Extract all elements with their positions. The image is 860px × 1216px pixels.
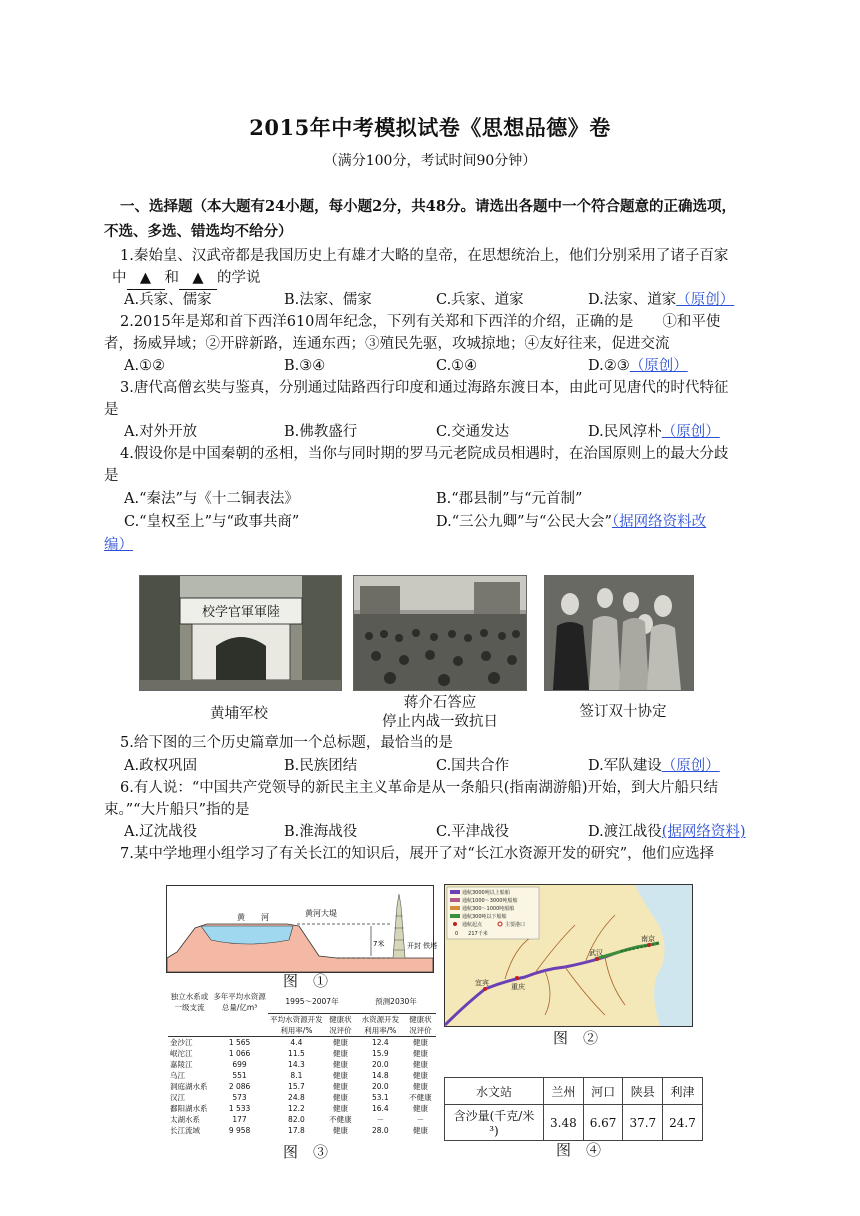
q1-blank-1: ▲: [127, 267, 165, 290]
q6-stem-1: 6.有人说：“中国共产党领导的新民主主义革命是从一条船只(指南湖游船)开始，到大片船只结: [120, 780, 719, 796]
photo-3-caption: 签订双十协定: [579, 704, 667, 720]
q5-option-a: A.政权巩固: [124, 758, 198, 774]
fig4-header-hekou: 河口: [583, 1078, 623, 1105]
fig3-table-row: [168, 1059, 436, 1070]
q5-option-b: B.民族团结: [284, 758, 358, 774]
group-portrait-image: [545, 576, 693, 690]
fig2-city-chongqing: 重庆: [511, 983, 525, 991]
section-heading-line2: 不选、多选、错选均不给分）: [104, 223, 293, 240]
fig3-cell: 1 066: [228, 1048, 251, 1058]
fig3-cell: 健康: [412, 1081, 428, 1091]
fig3-cell: 健康: [412, 1103, 428, 1113]
fig3-cell: 健康: [412, 1048, 428, 1058]
fig3-cell: 9 958: [228, 1125, 251, 1135]
fig4-header-shanxian: 陕县: [623, 1078, 663, 1105]
fig3-cell: 健康: [332, 1070, 348, 1080]
fig3-table-row: [168, 1114, 436, 1125]
fig3-cell: 洞庭湖水系: [170, 1081, 208, 1091]
crowd-image: [354, 576, 526, 690]
q1-option-a: A.兵家、儒家: [124, 292, 212, 308]
q4-source-1[interactable]: （据网络资料改: [611, 514, 707, 530]
fig3-cell: 53.1: [371, 1092, 389, 1102]
fig1-river-label: 黄 河: [237, 913, 269, 922]
fig3-cell: 太湖水系: [170, 1114, 200, 1124]
figure-3-label: 图 ③: [283, 1143, 329, 1161]
q3-option-d-text: D.民风淳朴: [588, 424, 662, 440]
fig3-cell: 健康: [332, 1037, 348, 1047]
q2-option-d-text: D.②③: [588, 358, 630, 374]
photo-1-caption: 黄埔军校: [210, 706, 268, 722]
fig3-table-row: [168, 1036, 436, 1048]
q2-stem-1: 2.2015年是郑和首下西洋610周年纪念，下列有关郑和下西洋的介绍，正确的是 ①和平使: [120, 314, 721, 330]
q1-post: 的学说: [217, 270, 261, 286]
q2-option-d: [588, 355, 688, 377]
fig3-cell: 长江流域: [170, 1125, 200, 1135]
q5-source[interactable]: （原创）: [661, 758, 720, 774]
fig3-table-row: [168, 1081, 436, 1092]
yellow-river-cross-section: [167, 886, 438, 972]
fig3-table-row: [168, 1125, 436, 1136]
fig3-table-row: [168, 1048, 436, 1059]
fig3-cell: 24.8: [288, 1092, 305, 1102]
fig4-value-lijin: 24.7: [663, 1105, 703, 1141]
fig2-legend-3: 通航300～1000吨船舶: [462, 906, 515, 912]
fig3-cell: 699: [232, 1059, 247, 1069]
fig3-cell: 2 086: [228, 1081, 251, 1091]
fig3-cell: 岷沱江: [170, 1048, 193, 1058]
q3-option-c: C.交通发达: [436, 424, 510, 440]
photo-xian-incident: [353, 575, 527, 691]
q4-stem-2: 是: [104, 468, 119, 484]
q3-option-d: [588, 421, 720, 443]
fig2-scale: 0 217千米: [455, 931, 488, 937]
fig2-legend-5: 通航起点: [462, 922, 483, 928]
photo-2-caption-line2: 停止内战一致抗日: [382, 714, 498, 730]
q1-mid: 和: [164, 270, 179, 286]
q4-option-b: B.“郡县制”与“元首制”: [436, 491, 583, 507]
q6-option-b: B.淮海战役: [284, 824, 358, 840]
q4-option-d: [436, 511, 706, 533]
fig3-cell: 16.4: [371, 1103, 389, 1113]
fig3-cell: 17.8: [288, 1125, 305, 1135]
fig3-cell: 177: [232, 1114, 247, 1124]
fig3-table-row: [168, 1092, 436, 1103]
fig3-table-row: [168, 1070, 436, 1081]
q2-option-b: B.③④: [284, 358, 326, 374]
figure-1-label: 图 ①: [283, 972, 329, 990]
q5-option-d-text: D.军队建设: [588, 758, 662, 774]
fig3-h2-5: 健康状况评价: [405, 1013, 436, 1036]
fig3-h1-1: 多年平均水资源总量/亿m³: [213, 992, 266, 1012]
q1-option-c: C.兵家、道家: [436, 292, 524, 308]
fig3-cell: 12.4: [371, 1037, 389, 1047]
fig4-value-lanzhou: 3.48: [544, 1105, 584, 1141]
fig3-h2-3: 健康状况评价: [325, 1013, 356, 1036]
q3-option-a: A.对外开放: [124, 424, 198, 440]
fig3-cell: 8.1: [290, 1070, 303, 1080]
fig3-cell: 健康: [412, 1059, 428, 1069]
figure-4-label: 图 ④: [556, 1141, 602, 1159]
q2-option-c: C.①④: [436, 358, 478, 374]
fig3-cell: 12.2: [288, 1103, 305, 1113]
fig2-city-nanjing: 南京: [641, 935, 655, 943]
fig4-value-shanxian: 37.7: [623, 1105, 663, 1141]
q3-option-b: B.佛教盛行: [284, 424, 358, 440]
q2-source[interactable]: （原创）: [629, 358, 688, 374]
fig3-cell: 15.9: [371, 1048, 389, 1058]
fig3-cell: 11.5: [288, 1048, 305, 1058]
fig3-cell: 551: [232, 1070, 247, 1080]
fig3-h1-0: 独立水系或一级支流: [170, 992, 209, 1012]
fig3-cell: －: [376, 1114, 385, 1124]
fig3-cell: 健康: [412, 1125, 428, 1135]
whampoa-gate-image: [140, 576, 341, 690]
q6-option-c: C.平津战役: [436, 824, 510, 840]
fig3-cell: 573: [232, 1092, 247, 1102]
fig3-cell: 4.4: [290, 1037, 303, 1047]
q4-source-2[interactable]: 编）: [104, 537, 133, 553]
q6-option-d: [588, 821, 746, 843]
q1-option-d-text: D.法家、道家: [588, 292, 677, 308]
fig3-cell: 嘉陵江: [170, 1059, 193, 1069]
fig3-h1-2: 1995～2007年: [268, 991, 356, 1013]
fig2-legend-1: 通航3000吨以上船舶: [462, 890, 510, 896]
q6-stem-2: 束。”“大片船只”指的是: [104, 802, 250, 818]
fig3-cell: 鄱阳湖水系: [170, 1103, 208, 1113]
q6-source[interactable]: (据网络资料): [661, 824, 746, 840]
whampoa-sign-text: 校学官軍軍陸: [201, 605, 281, 620]
q6-option-a: A.辽沈战役: [124, 824, 198, 840]
fig3-cell: －: [416, 1114, 425, 1124]
fig3-table-body: [168, 1036, 436, 1136]
q1-stem: 1.秦始皇、汉武帝都是我国历史上有雄才大略的皇帝，在思想统治上，他们分别采用了诸子百家: [120, 248, 729, 264]
fig3-h1-4: 预测2030年: [356, 991, 436, 1013]
q1-blank-2: ▲: [179, 267, 217, 290]
fig3-cell: 20.0: [371, 1059, 389, 1069]
q3-stem-1: 3.唐代高僧玄奘与鉴真，分别通过陆路西行印度和通过海路东渡日本，由此可见唐代的时代特征: [120, 380, 729, 396]
q6-option-d-text: D.渡江战役: [588, 824, 662, 840]
q2-stem-2: 者，扬威异域；②开辟新路，连通东西；③殖民先驱，攻城掠地；④友好往来，促进交流: [104, 336, 670, 352]
q5-option-c: C.国共合作: [436, 758, 510, 774]
photo-whampoa-academy: [139, 575, 342, 691]
figure-3-table-wrap: [168, 991, 436, 1136]
q5-option-d: [588, 755, 720, 777]
fig3-cell: 1 565: [228, 1037, 251, 1047]
fig3-cell: 健康: [412, 1070, 428, 1080]
fig3-cell: 健康: [412, 1037, 428, 1047]
fig3-cell: 14.3: [288, 1059, 305, 1069]
fig3-cell: 14.8: [371, 1070, 389, 1080]
section-heading-line1: 一、选择题（本大题有24小题，每小题2分，共48分。请选出各题中一个符合题意的正确选项，: [120, 198, 736, 215]
fig3-cell: 健康: [332, 1125, 348, 1135]
fig3-cell: 健康: [332, 1081, 348, 1091]
q1-option-d: [588, 289, 734, 311]
figure-1-diagram: [166, 885, 438, 973]
figure-2-map: [444, 884, 693, 1027]
figure-2-label: 图 ②: [553, 1029, 599, 1047]
photo-2-caption-line1: 蒋介石答应: [403, 695, 477, 711]
fig4-header-station: 水文站: [445, 1078, 544, 1105]
q3-source[interactable]: （原创）: [661, 424, 720, 440]
fig2-city-yibin: 宜宾: [475, 979, 489, 987]
q1-stem-tail: [112, 267, 772, 290]
fig2-city-wuhan: 武汉: [589, 949, 603, 957]
fig2-legend-6: 主要港口: [505, 922, 526, 928]
figure-3-table: [168, 991, 436, 1136]
q3-stem-2: 是: [104, 402, 119, 418]
fig1-city-label: 开封 铁塔: [407, 942, 438, 950]
fig3-h2-4: 水资源开发利用率/%: [356, 1013, 405, 1036]
fig3-cell: 乌江: [170, 1070, 185, 1080]
q1-option-b: B.法家、儒家: [284, 292, 372, 308]
fig2-legend-4: 通航300吨以下船舶: [462, 914, 507, 920]
fig4-header-lijin: 利津: [663, 1078, 703, 1105]
figure-4-table-wrap: [444, 1077, 703, 1141]
fig3-cell: 不健康: [409, 1092, 432, 1102]
fig4-row-label: 含沙量(千克/米³): [445, 1105, 544, 1141]
q2-option-a: A.①②: [124, 358, 166, 374]
fig2-legend-2: 通航1000～3000吨船舶: [462, 898, 518, 904]
yangtze-map: [445, 885, 692, 1026]
fig3-cell: 健康: [332, 1103, 348, 1113]
q4-stem-1: 4.假设你是中国秦朝的丞相，当你与同时期的罗马元老院成员相遇时，在治国原则上的最大分歧: [120, 446, 729, 462]
q1-pre: 中: [112, 270, 127, 286]
fig3-cell: 不健康: [329, 1114, 352, 1124]
fig3-cell: 28.0: [371, 1125, 389, 1135]
fig3-cell: 健康: [332, 1092, 348, 1102]
q1-source[interactable]: （原创）: [676, 292, 735, 308]
fig3-table-row: [168, 1103, 436, 1114]
fig3-cell: 金沙江: [170, 1037, 193, 1047]
fig3-cell: 1 533: [228, 1103, 251, 1113]
fig3-cell: 20.0: [371, 1081, 389, 1091]
fig3-h2-2: 平均水资源开发利用率/%: [268, 1013, 325, 1036]
fig3-cell: 汉江: [170, 1092, 185, 1102]
q4-option-a: A.“秦法”与《十二铜表法》: [124, 491, 299, 507]
fig3-cell: 健康: [332, 1059, 348, 1069]
fig3-cell: 82.0: [288, 1114, 305, 1124]
page-title: 2015年中考模拟试卷《思想品德》卷: [249, 115, 611, 140]
fig1-levee-label: 黄河大堤: [305, 909, 337, 918]
figure-4-table: [444, 1077, 703, 1141]
fig4-header-lanzhou: 兰州: [544, 1078, 584, 1105]
fig3-cell: 15.7: [288, 1081, 305, 1091]
q4-option-c: C.“皇权至上”与“政事共商”: [124, 514, 300, 530]
photo-double-tenth-agreement: [544, 575, 694, 691]
page-subtitle: （满分100分，考试时间90分钟）: [323, 153, 537, 169]
q7-stem: 7.某中学地理小组学习了有关长江的知识后，展开了对“长江水资源开发的研究”，他们应选择: [120, 846, 715, 862]
q5-stem: 5.给下图的三个历史篇章加一个总标题，最恰当的是: [120, 735, 453, 751]
fig1-height-label: 7米: [373, 940, 385, 948]
fig3-cell: 健康: [332, 1048, 348, 1058]
q4-option-d-text: D.“三公九卿”与“公民大会”: [436, 514, 612, 530]
fig4-value-hekou: 6.67: [583, 1105, 623, 1141]
